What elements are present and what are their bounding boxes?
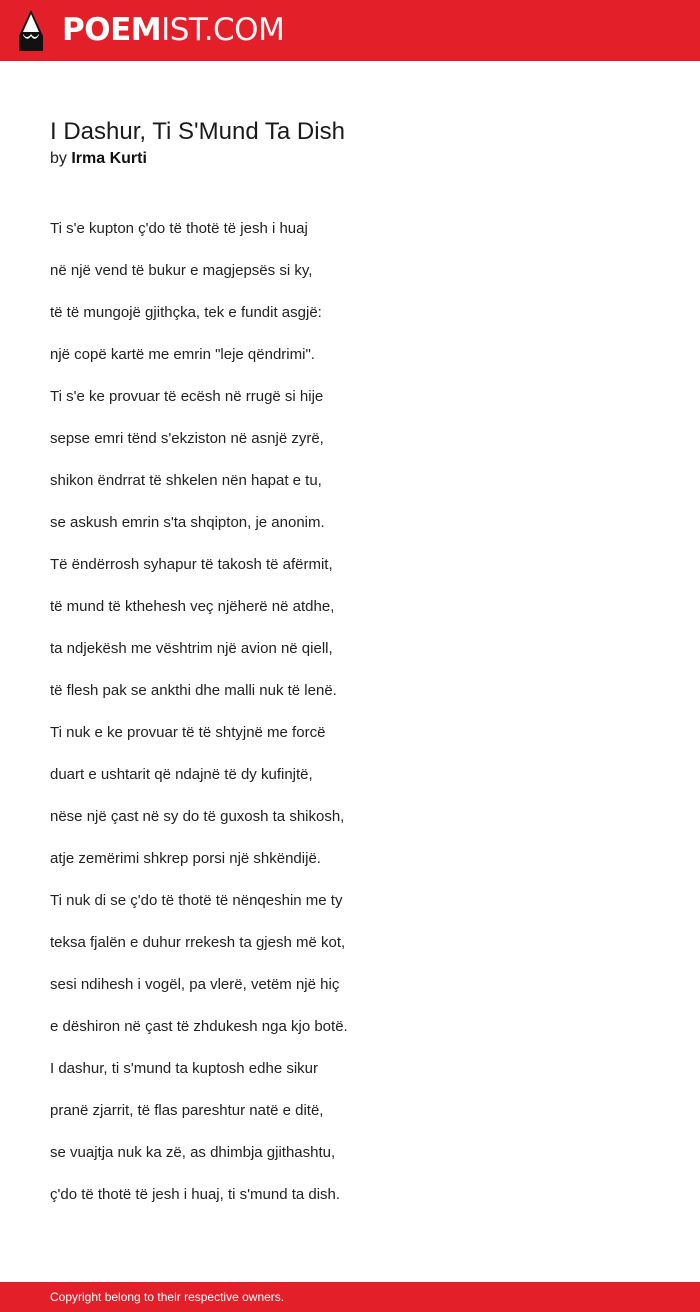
poem-line: Ti nuk e ke provuar të të shtyjnë me forcë [50,724,326,741]
poem-line: se askush emrin s'ta shqipton, je anonim. [50,514,325,531]
site-header [0,0,700,61]
pencil-tip-icon[interactable] [18,10,44,51]
poem-line: të mund të kthehesh veç njëherë në atdhe, [50,598,335,615]
author-name: Irma Kurti [71,150,147,167]
site-footer [0,1282,700,1312]
poem-line: Ti s'e ke provuar të ecësh në rrugë si hije [50,388,324,405]
poem-line: ç'do të thotë të jesh i huaj, ti s'mund ta dish. [50,1186,341,1203]
site-logo[interactable] [62,12,284,48]
poem-line: nëse një çast në sy do të guxosh ta shikosh, [50,808,345,825]
poem-line: shikon ëndrrat të shkelen nën hapat e tu, [50,472,322,489]
poem-line: të të mungojë gjithçka, tek e fundit asgjë: [50,304,322,321]
by-label: by [50,150,67,167]
poem-line: teksa fjalën e duhur rrekesh ta gjesh më kot, [50,934,346,951]
poem-line: atje zemërimi shkrep porsi një shkëndijë. [50,850,321,867]
poem-line: Të ëndërrosh syhapur të takosh të afërmit, [50,556,333,573]
poem-line: I dashur, ti s'mund ta kuptosh edhe sikur [50,1060,319,1077]
poem-line: të flesh pak se ankthi dhe malli nuk të lenë. [50,682,337,699]
logo-text-light: IST.COM [161,12,285,48]
poem-title: I Dashur, Ti S'Mund Ta Dish [50,118,345,145]
poem-line: e dëshiron në çast të zhdukesh nga kjo botë. [50,1018,348,1035]
poem-byline [50,149,147,169]
poem-line: duart e ushtarit që ndajnë të dy kufinjtë, [50,766,313,783]
copyright-notice: Copyright belong to their respective owners. [50,1290,285,1304]
poem-line: sesi ndihesh i vogël, pa vlerë, vetëm një hiç [50,976,340,993]
poem-line: Ti s'e kupton ç'do të thotë të jesh i huaj [50,220,308,237]
poem-line: sepse emri tënd s'ekziston në asnjë zyrë, [50,430,324,447]
poem-body [50,218,650,1226]
poem-line: ta ndjekësh me vështrim një avion në qiell, [50,640,333,657]
poem-line: Ti nuk di se ç'do të thotë të nënqeshin me ty [50,892,343,909]
logo-text-bold: POEM [62,12,162,48]
poem-line: një copë kartë me emrin "leje qëndrimi". [50,346,315,363]
poem-line: se vuajtja nuk ka zë, as dhimbja gjithashtu, [50,1144,336,1161]
poem-line: pranë zjarrit, të flas pareshtur natë e ditë, [50,1102,324,1119]
poem-line: në një vend të bukur e magjepsës si ky, [50,262,313,279]
